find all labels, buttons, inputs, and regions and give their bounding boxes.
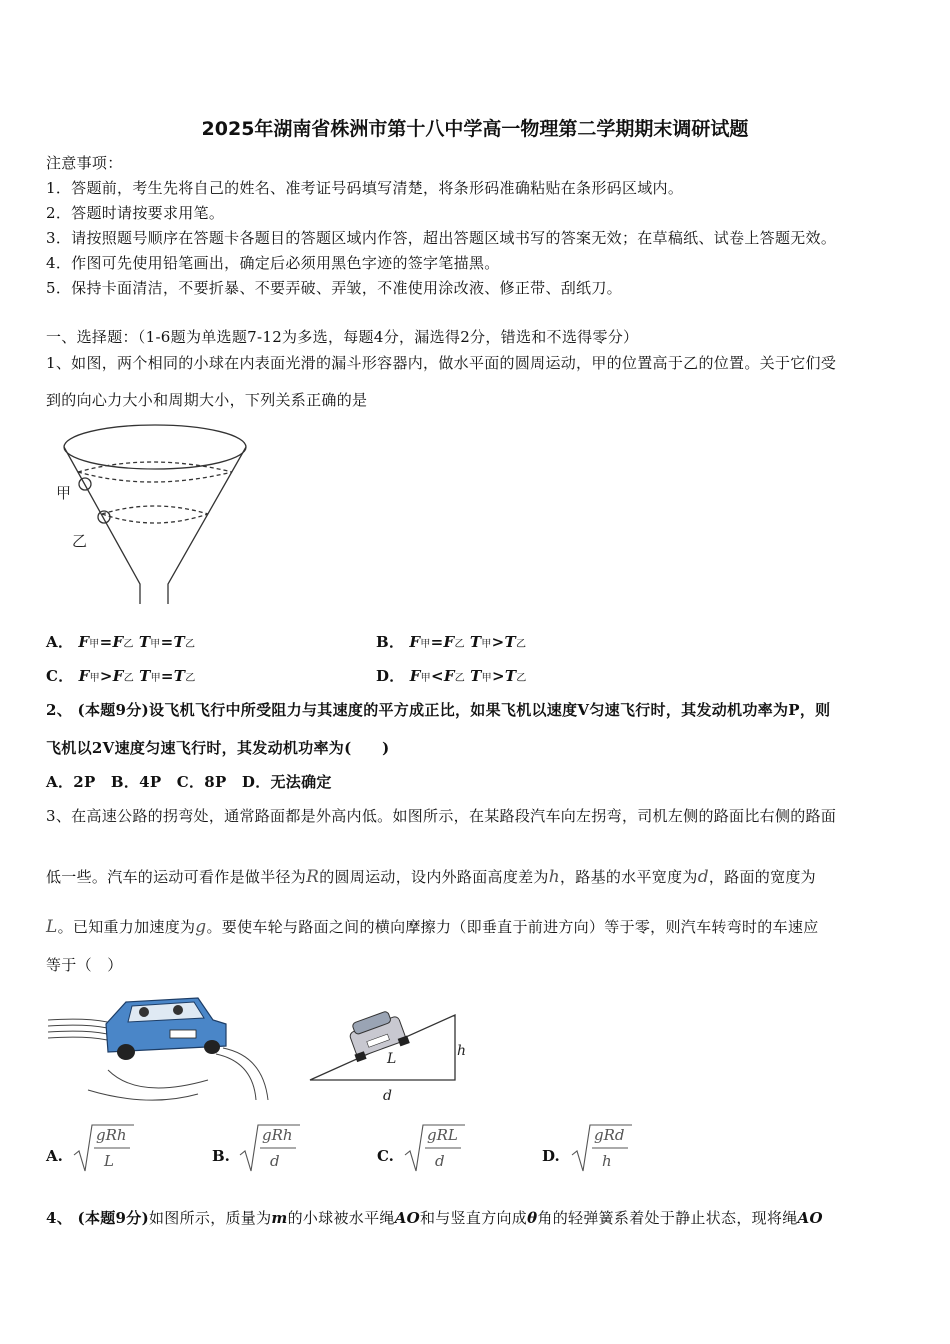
q1-option-c[interactable]: C． F甲>F乙 T甲=T乙 [46, 667, 196, 685]
q1-stem-line1: 1、如图，两个相同的小球在内表面光滑的漏斗形容器内，做水平面的圆周运动，甲的位置高于乙的位置。关于它们受 [46, 354, 837, 372]
q3-stem-line1: 3、在高速公路的拐弯处，通常路面都是外高内低。如图所示，在某路段汽车向左拐弯，司机左侧的路面比右侧的路面 [46, 807, 837, 825]
q3-option-d[interactable]: D. gRd h [542, 1123, 692, 1175]
q2-stem-line1: 2、 (本题9分)设飞机飞行中所受阻力与其速度的平方成正比，如果飞机以速度V匀速飞行时，其发动机功率为P，则 [46, 701, 831, 719]
q2-stem-line2: 飞机以2V速度匀速飞行时，其发动机功率为( ) [46, 739, 390, 757]
funnel-figure [50, 422, 250, 612]
funnel-right-wall [168, 447, 246, 604]
label-jia: 甲 [56, 484, 72, 502]
q1-option-b[interactable]: B． F甲=F乙 T甲>T乙 [376, 633, 527, 651]
q3-option-a[interactable]: A. gRh L [46, 1123, 196, 1175]
q4-stem-line1: 4、 (本题9分)如图所示，质量为m的小球被水平绳AO和与竖直方向成θ角的轻弹簧系着处于静止状态，现将绳AO [46, 1209, 823, 1227]
label-L: L [387, 1051, 397, 1067]
orbit-upper-front [78, 472, 232, 482]
notice-heading: 注意事项： [46, 154, 123, 172]
q3-option-c[interactable]: C. gRL d [377, 1123, 527, 1175]
page-title: 2025年湖南省株洲市第十八中学高一物理第二学期期末调研试题 [201, 118, 749, 140]
q3-option-b[interactable]: B. gRh d [212, 1123, 362, 1175]
q1-stem-line2: 到的向心力大小和周期大小，下列关系正确的是 [46, 391, 368, 409]
notice-item: 3．请按照题号顺序在答题卡各题目的答题区域内作答，超出答题区域书写的答案无效；在草稿纸、试卷上答题无效。 [46, 229, 837, 247]
funnel-left-wall [64, 447, 140, 604]
label-h: h [457, 1043, 467, 1059]
incline-figure [305, 1005, 475, 1105]
notice-item: 4．作图可先使用铅笔画出，确定后必须用黑色字迹的签字笔描黑。 [46, 254, 500, 272]
orbit-upper-back [78, 462, 232, 472]
q1-option-d[interactable]: D． F甲<F乙 T甲>T乙 [376, 667, 527, 685]
label-yi: 乙 [72, 532, 88, 550]
car-icon [106, 998, 226, 1060]
label-d: d [383, 1088, 392, 1104]
notice-item: 1．答题前，考生先将自己的姓名、准考证号码填写清楚，将条形码准确粘贴在条形码区域内。 [46, 179, 684, 197]
q3-stem-line4: 等于（ ） [46, 956, 123, 974]
orbit-lower-back [102, 506, 208, 514]
notice-item: 2．答题时请按要求用笔。 [46, 204, 225, 222]
q1-option-a[interactable]: A． F甲=F乙 T甲=T乙 [46, 633, 196, 651]
notice-item: 5．保持卡面清洁，不要折暴、不要弄破、弄皱，不准使用涂改液、修正带、刮纸刀。 [46, 279, 622, 297]
q3-stem-line3: L。已知重力加速度为g。要使车轮与路面之间的横向摩擦力（即垂直于前进方向）等于零，则汽车转弯时的车速应 [46, 917, 819, 937]
orbit-lower-front [102, 514, 208, 523]
q2-options[interactable]: A．2P B．4P C．8P D．无法确定 [46, 773, 332, 791]
car-curve-figure [48, 990, 273, 1102]
section-heading: 一、选择题：（1-6题为单选题7-12为多选，每题4分，漏选得2分，错选和不选得零分） [46, 328, 639, 346]
q3-stem-line2: 低一些。汽车的运动可看作是做半径为R的圆周运动，设内外路面高度差为h，路基的水平宽度为d，路面的宽度为 [46, 867, 816, 887]
car-on-incline-icon [344, 1007, 410, 1062]
